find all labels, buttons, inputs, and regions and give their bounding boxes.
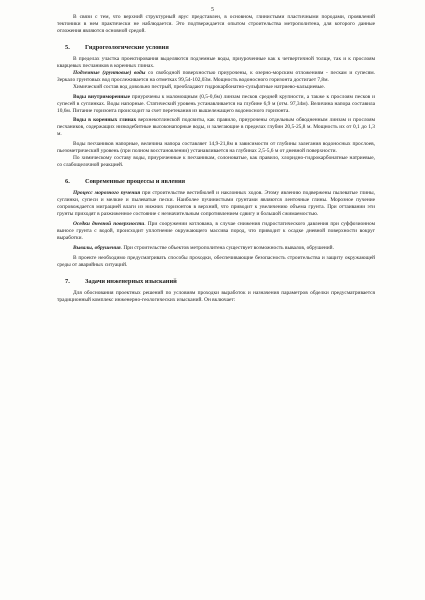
sec6-paragraph-4: В проекте необходимо предусматривать способы проходки, обеспечивающие безопасность строительства и защиту окружающей среды от аварийных ситуаций. [57,254,375,268]
page-content [57,14,375,304]
section-6-heading [57,178,375,186]
sec5-p5-text: верхнекотлинской подсвиты, как правило, приурочены отдельным обводненным линзам и прослоям песчаников, содержащих низкодебитные высоконапорные воды, и залегающие в пределах глубин 20,5-25,8 м. Мощность их от 0,1 до 1,3 м. [57,117,376,138]
section-6-number: 6. [65,178,70,186]
section-7-title: Задачи инженерных изысканий [85,277,177,285]
sec6-p3-text: . При строительстве объектов метрополитена существует возможность вывалов, обрушений. [120,244,334,251]
sec5-p4-text: приурочены к маломощным (0,5-0,6м) линзам песков средней крупности, а также к прослоям песков и супесей в суглинках. Воды напорные. Статический уровень устанавливается на глубине 6,9 м (отм. 97,34м). Величина напора составила 10,6м. Питание горизонта происходит за счет перетекания из вышележащего водоносного горизонта. [57,93,375,114]
sec5-paragraph-3: Химический состав вод довольно пестрый, преобладают гидрокарбонатно-сульфатные натриево-кальциевые. [73,83,325,90]
sec6-p3-term: Вывалы, обрушения [73,244,121,251]
sec5-paragraph-1: В пределах участка проектирования выделяются подземные воды, приуроченные как к четвертичной толще, так и к прослоям кварцевых песчаников в коренных глинах. [57,55,375,69]
sec6-p1-text: при строительстве вестибюлей и наклонных ходов. Этому явлению подвержены пылеватые глины, суглинки, супеси и мелкие и пылеватые пески. Наиболее пучинистыми грунтами являются ленточные глины. Морозное пучение сопровождается миграцией влаги из нижних горизонтов в верхний, что приводит к увеличению объема грунта. При оттаивании эти грунты приходят в разжиженное состояние с незначительным сопротивлением сдвигу и большой сжимаемостью. [57,190,375,218]
section-7-number: 7. [65,277,70,285]
sec6-paragraph-3 [57,245,375,252]
sec5-p2-term: Подземные (грунтовые) воды [73,69,146,76]
section-6-title: Современные процессы и явления [85,178,186,186]
section-5-number: 5. [65,43,70,51]
sec7-paragraph-1: Для обоснования проектных решений по условиям проходки выработок и назначения параметров обделки предусматривается традиционный комплекс инженерно-геологических изысканий. Он включает: [57,289,375,303]
sec5-p2-text: со свободной поверхностью приурочены, к озерно-морским отложениям - пескам и супесям. Зеркало грунтовых вод прослеживается на отметках 99,54-102,03м. Мощность водоносного горизонта достигает 7,8м. [57,69,375,83]
sec5-paragraph-2 [57,70,375,84]
page-number: 5 [211,7,214,13]
sec5-p4-term: Воды внутриморенные [73,93,130,100]
sec5-paragraph-4 [57,94,375,115]
sec5-p5-term: Воды в коренных глинах [73,117,137,124]
sec5-paragraph-6: Воды песчаников напорные, величина напора составляет 14,9-21,8м в зависимости от глубины залегания водоносных прослоев, пьезометрический уровень (при полном восстановлении) устанавливается на глубинах 2,5-5,6 м от дневной поверхности. [57,141,375,155]
sec5-paragraph-5 [57,117,375,138]
section-5-heading [57,44,375,52]
sec5-paragraph-7: По химическому составу воды, приуроченные к песчаникам, солоноватые, как правило, хлоридно-гидрокарбонатные натриевые, со слабощелочной реакцией. [57,155,375,169]
section-5-title: Гидрогеологические условия [85,43,169,51]
section-7-heading [57,278,375,286]
sec6-paragraph-1 [57,190,375,218]
sec6-p2-term: Оседки дневной поверхности [73,220,145,227]
intro-paragraph: В связи с тем, что верхний структурный ярус представлен, в основном, глинистыми пластичными породами, проявлений тектоники в нем практически не наблюдается. Это подтверждается опытом строительства метрополитена, для которого данные отложения являются основной средой. [57,14,375,34]
sec6-paragraph-2 [57,221,375,242]
sec6-p1-term: Процесс морозного пучения [73,190,141,197]
sec6-p2-text: . При сооружении котлована, в случае снижения гидростатического давления при суффозионном выносе грунта с водой, происходит уплотнение окружающего массива пород, что приводит к осадке дневной поверхности вокруг выработки. [57,220,375,241]
